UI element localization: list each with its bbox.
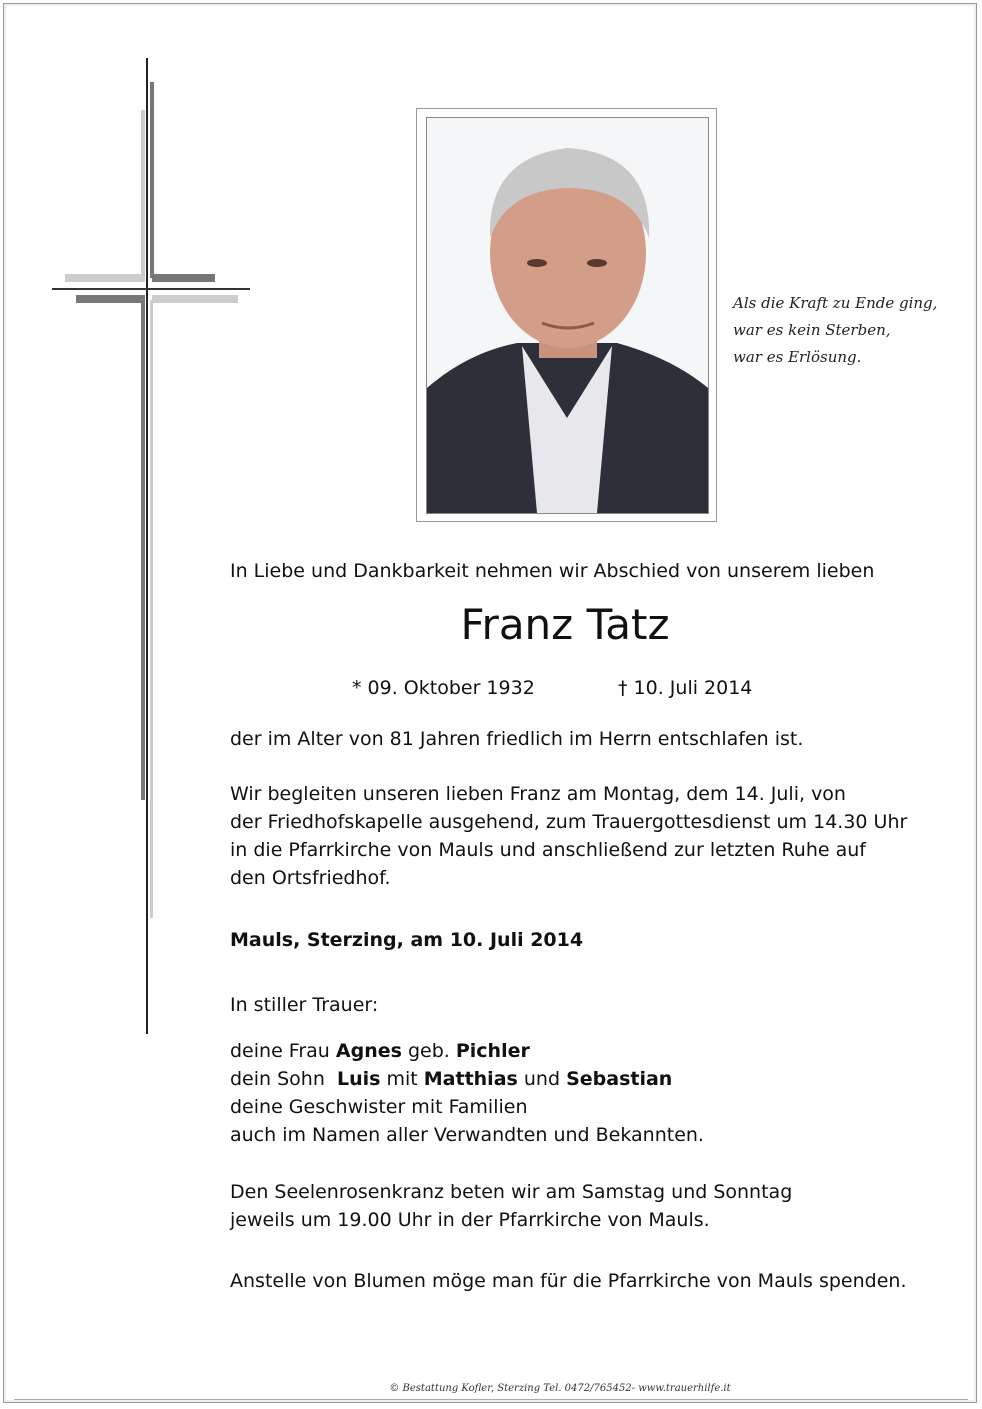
- mourning-label: In stiller Trauer:: [230, 994, 379, 1016]
- footer-divider: [14, 1399, 968, 1400]
- quote-line: Als die Kraft zu Ende ging,: [733, 294, 938, 312]
- text-line: der Friedhofskapelle ausgehend, zum Trauergottesdienst um 14.30 Uhr: [230, 811, 908, 833]
- intro-text: In Liebe und Dankbarkeit nehmen wir Abschied von unserem lieben: [230, 560, 875, 582]
- text-line: den Ortsfriedhof.: [230, 867, 391, 889]
- mourners-list: [230, 1037, 704, 1149]
- birth-date: * 09. Oktober 1932: [352, 677, 535, 699]
- flowers-note: Anstelle von Blumen möge man für die Pfarrkirche von Mauls spenden.: [230, 1270, 907, 1292]
- mourner-line: deine Geschwister mit Familien: [230, 1096, 528, 1118]
- mourner-line: dein Sohn Luis mit Matthias und Sebastian: [230, 1068, 673, 1090]
- quote: [733, 290, 937, 371]
- text-line: Den Seelenrosenkranz beten wir am Samstag und Sonntag: [230, 1181, 793, 1203]
- text-line: jeweils um 19.00 Uhr in der Pfarrkirche von Mauls.: [230, 1209, 710, 1231]
- text-line: Wir begleiten unseren lieben Franz am Montag, dem 14. Juli, von: [230, 783, 846, 805]
- funeral-text: [230, 780, 907, 892]
- footer-credit: © Bestattung Kofler, Sterzing Tel. 0472/765452- www.trauerhilfe.it: [389, 1383, 731, 1394]
- place-date: Mauls, Sterzing, am 10. Juli 2014: [230, 929, 584, 951]
- rosary-text: [230, 1178, 792, 1234]
- text-line: in die Pfarrkirche von Mauls und anschließend zur letzten Ruhe auf: [230, 839, 866, 861]
- death-date: † 10. Juli 2014: [618, 677, 753, 699]
- portrait-photo: [426, 117, 709, 514]
- mourner-line: auch im Namen aller Verwandten und Bekannten.: [230, 1124, 704, 1146]
- quote-line: war es Erlösung.: [733, 348, 862, 366]
- deceased-name: Franz Tatz: [460, 600, 670, 649]
- quote-line: war es kein Sterben,: [733, 321, 891, 339]
- mourner-line: deine Frau Agnes geb. Pichler: [230, 1040, 530, 1062]
- age-line: der im Alter von 81 Jahren friedlich im Herrn entschlafen ist.: [230, 728, 804, 750]
